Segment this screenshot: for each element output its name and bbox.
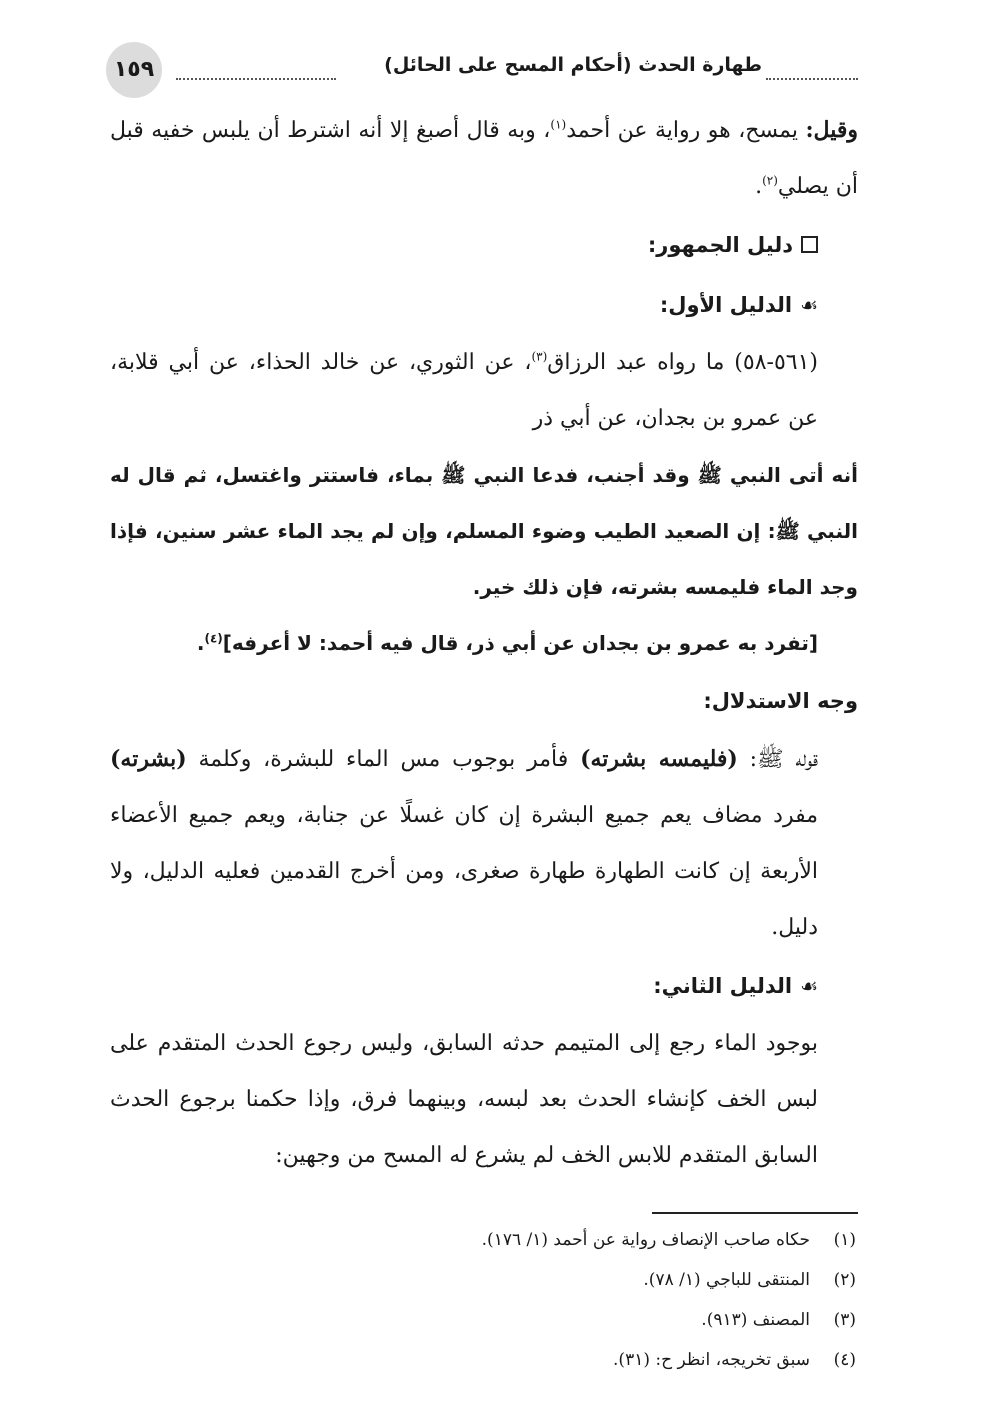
footnote-ref-1[interactable]: (١) bbox=[550, 117, 567, 132]
footnote-item bbox=[110, 1300, 858, 1340]
chain-text-b: ، عن الثوري، عن خالد الحذاء، عن أبي قلابة، عن عمرو بن بجدان، عن أبي ذر bbox=[110, 350, 818, 431]
footnotes bbox=[110, 1220, 858, 1380]
chain-text-a: (٥٦١-٥٨) ما رواه عبد الرزاق bbox=[547, 350, 818, 375]
document-page bbox=[110, 38, 858, 1380]
checkbox-square-icon bbox=[801, 236, 818, 253]
reasoning-d: (بشرته) bbox=[110, 746, 187, 772]
heading-first-evidence bbox=[110, 275, 858, 335]
paragraph-second: بوجود الماء رجع إلى المتيمم حدثه السابق، وليس رجوع الحدث المتقدم على لبس الخف كإنشاء الحدث بعد لبسه، وبينهما فرق، وإذا حكمنا برجوع الحدث السابق المتقدم للابس الخف لم يشرع له المسح من وجهين: bbox=[110, 1031, 818, 1168]
hadith-text: أنه أتى النبي ﷺ وقد أجنب، فدعا النبي ﷺ بماء، فاستتر واغتسل، ثم قال له النبي ﷺ: إن الصعيد الطيب وضوء المسلم، وإن لم يجد الماء عشر سنين، فإذا وجد الماء فليمسه بشرته، فإن ذلك خير. bbox=[110, 463, 858, 599]
footnote-separator bbox=[652, 1212, 858, 1214]
grading-note bbox=[110, 615, 858, 671]
footnote-text: سبق تخريجه، انظر ح: (٣١). bbox=[613, 1350, 810, 1370]
footnote-text: حكاه صاحب الإنصاف رواية عن أحمد (١/ ١٧٦). bbox=[481, 1230, 810, 1250]
heading-majority-evidence bbox=[110, 215, 858, 275]
heading-majority-text: دليل الجمهور: bbox=[647, 233, 793, 257]
page-header bbox=[110, 38, 858, 102]
footnote-number: (١) bbox=[833, 1230, 856, 1250]
footnote-item bbox=[110, 1340, 858, 1380]
paragraph-chain bbox=[110, 335, 858, 447]
footnote-number: (٤) bbox=[833, 1350, 856, 1370]
header-dots-right bbox=[766, 58, 858, 80]
heading-second-evidence bbox=[110, 956, 858, 1016]
grading-end: . bbox=[196, 631, 205, 655]
paragraph-opinion bbox=[110, 102, 858, 215]
footnote-item bbox=[110, 1220, 858, 1260]
footnote-number: (٢) bbox=[833, 1270, 856, 1290]
reasoning-a: قوله ﷺ: bbox=[737, 747, 818, 772]
heading-first-text: الدليل الأول: bbox=[659, 293, 793, 317]
footnote-text: المنتقى للباجي (١/ ٧٨). bbox=[643, 1270, 810, 1290]
opinion-lead: وقيل: bbox=[805, 117, 858, 143]
footnote-ref-2[interactable]: (٢) bbox=[762, 173, 778, 188]
paragraph-reasoning bbox=[110, 731, 858, 956]
footnote-item bbox=[110, 1260, 858, 1300]
heading-second-text: الدليل الثاني: bbox=[653, 974, 793, 998]
leaf-ornament-icon: ☙ bbox=[800, 293, 818, 317]
page-number: ١٥٩ bbox=[106, 42, 162, 98]
heading-reasoning: وجه الاستدلال: bbox=[703, 689, 858, 713]
running-title: طهارة الحدث (أحكام المسح على الحائل) bbox=[384, 54, 762, 76]
grading-text: [تفرد به عمرو بن بجدان عن أبي ذر، قال فيه أحمد: لا أعرفه] bbox=[222, 631, 818, 655]
reasoning-c: فأمر بوجوب مس الماء للبشرة، وكلمة bbox=[186, 747, 581, 772]
header-dots-left bbox=[176, 58, 336, 80]
reasoning-e: مفرد مضاف يعم جميع البشرة إن كان غسلًا عن جنابة، ويعم جميع الأعضاء الأربعة إن كانت الطهارة طهارة صغرى، ومن أخرج القدمين فعليه الدليل، ولا دليل. bbox=[110, 803, 818, 940]
reasoning-b: (فليمسه بشرته) bbox=[580, 746, 738, 772]
opinion-text-a: يمسح، هو رواية عن أحمد bbox=[566, 118, 806, 143]
footnote-ref-3[interactable]: (٣) bbox=[531, 349, 548, 364]
leaf-ornament-icon: ☙ bbox=[800, 974, 818, 998]
footnote-text: المصنف (٩١٣). bbox=[701, 1310, 810, 1330]
footnote-ref-4[interactable]: (٤) bbox=[204, 631, 223, 646]
opinion-end: . bbox=[755, 174, 763, 199]
footnote-number: (٣) bbox=[833, 1310, 856, 1330]
opinion-text-b: ، وبه قال أصبغ إلا أنه اشترط أن يلبس خفيه قبل أن يصلي bbox=[110, 118, 858, 199]
